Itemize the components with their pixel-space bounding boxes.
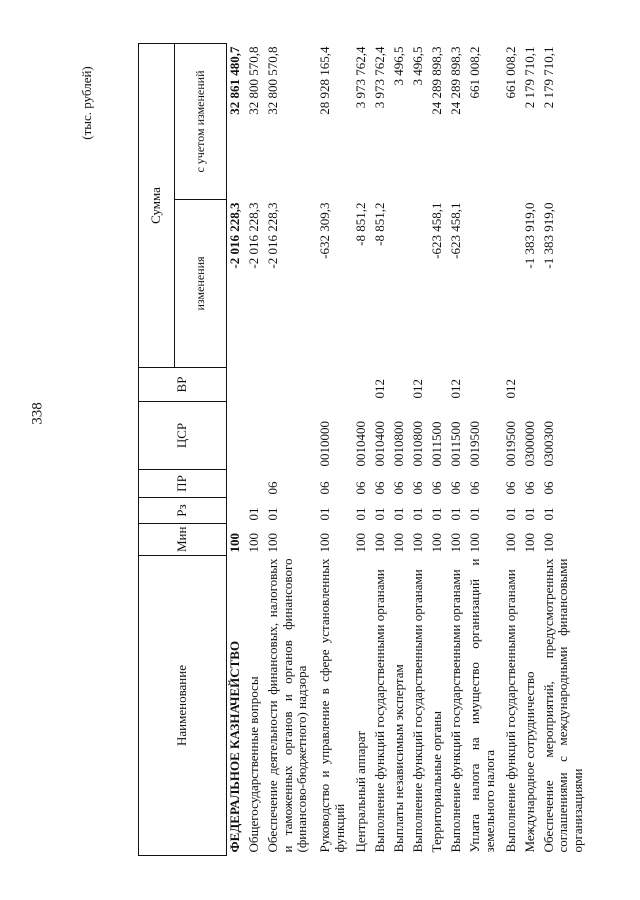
- cell-csr: [246, 402, 265, 470]
- cell-pr: 06: [521, 481, 537, 495]
- cell-csr: 0019500: [502, 421, 518, 467]
- cell-vr: [391, 368, 410, 402]
- cell-pr: [246, 470, 265, 498]
- cell-change: -2 016 228,3: [246, 202, 262, 269]
- cell-change: -1 383 919,0: [540, 202, 556, 269]
- cell-rz: 01: [502, 507, 518, 521]
- header-pr: ПР: [139, 470, 227, 498]
- table-row: [391, 44, 410, 856]
- table-row: [448, 44, 467, 856]
- cell-csr: 0300000: [521, 421, 537, 467]
- cell-change: -632 309,3: [317, 202, 333, 259]
- cell-name: Центральный аппарат: [353, 730, 369, 853]
- table-row: [227, 44, 247, 856]
- cell-rz: 01: [353, 507, 369, 521]
- table-row: [429, 44, 448, 856]
- cell-rz: [227, 498, 247, 524]
- cell-pr: 06: [540, 481, 556, 495]
- cell-pr: 06: [466, 481, 482, 495]
- cell-min: 100: [502, 533, 518, 553]
- cell-min: 100: [227, 533, 242, 553]
- cell-min: 100: [246, 533, 262, 553]
- cell-pr: 06: [353, 481, 369, 495]
- cell-total: 32 861 480,7: [227, 46, 242, 115]
- cell-name: Уплата налога на имущество организаций и земельного налога: [466, 558, 497, 853]
- header-with-change: с учетом изменений: [175, 44, 227, 200]
- cell-csr: 0010800: [410, 421, 426, 467]
- cell-name: Территориальные органы: [429, 711, 444, 853]
- table-row: [353, 44, 372, 856]
- cell-min: 100: [353, 533, 369, 553]
- cell-min: 100: [410, 533, 426, 553]
- cell-change: -8 851,2: [372, 202, 388, 246]
- cell-csr: 0300300: [540, 421, 556, 467]
- cell-rz: 01: [521, 507, 537, 521]
- cell-pr: 06: [391, 481, 407, 495]
- cell-name: Выплаты независимым экспертам: [391, 664, 407, 853]
- cell-rz: 01: [246, 507, 262, 521]
- cell-csr: [265, 402, 317, 470]
- cell-rz: 01: [265, 507, 281, 521]
- header-vr: ВР: [139, 368, 227, 402]
- header-csr: ЦСР: [139, 402, 227, 470]
- cell-change: [503, 200, 522, 368]
- cell-total: 28 928 165,4: [317, 46, 333, 115]
- cell-vr: [227, 368, 247, 402]
- rotated-budget-table: [138, 44, 593, 856]
- cell-rz: 01: [410, 507, 426, 521]
- cell-pr: 06: [447, 481, 463, 495]
- cell-pr: 06: [429, 481, 444, 495]
- cell-name: Обеспечение мероприятий, предусмотренных соглашениями с международными финансовыми организациями: [540, 558, 585, 853]
- table-row: [317, 44, 353, 856]
- units-label: (тыс. рублей): [78, 66, 94, 140]
- table-row: [265, 44, 317, 856]
- cell-vr: [429, 368, 448, 402]
- cell-min: 100: [265, 533, 281, 553]
- table-row: [503, 44, 522, 856]
- cell-rz: 01: [466, 507, 482, 521]
- cell-total: 32 800 570,8: [246, 46, 262, 115]
- cell-name: Обеспечение деятельности финансовых, налоговых и таможенных органов и органов финансового (финансово-бюджетного) надзора: [265, 558, 310, 853]
- cell-total: 3 496,5: [391, 46, 407, 86]
- cell-total: 661 008,2: [502, 46, 518, 99]
- cell-vr: [265, 368, 317, 402]
- header-min: Мин: [139, 524, 227, 556]
- cell-csr: [227, 402, 247, 470]
- cell-min: 100: [466, 533, 482, 553]
- table-row: [522, 44, 541, 856]
- cell-min: 100: [447, 533, 463, 553]
- table-row: [541, 44, 593, 856]
- cell-vr: 012: [372, 379, 388, 399]
- cell-name: Руководство и управление в сфере установленных функций: [317, 558, 347, 853]
- cell-total: 2 179 710,1: [521, 46, 537, 109]
- cell-min: 100: [521, 533, 537, 553]
- page-number: 338: [29, 402, 46, 425]
- cell-name: Выполнение функций государственными органами: [502, 569, 518, 853]
- cell-vr: 012: [502, 379, 518, 399]
- table-row: [467, 44, 503, 856]
- cell-rz: 01: [391, 507, 407, 521]
- cell-change: -2 016 228,3: [227, 202, 242, 269]
- header-rz: Рз: [139, 498, 227, 524]
- cell-vr: [317, 368, 353, 402]
- cell-name: Международное сотрудничество: [521, 671, 537, 853]
- cell-rz: 01: [372, 507, 388, 521]
- cell-min: 100: [391, 533, 407, 553]
- cell-vr: [467, 368, 503, 402]
- cell-total: 24 289 898,3: [429, 46, 444, 115]
- cell-total: 32 800 570,8: [265, 46, 281, 115]
- cell-csr: 0011500: [429, 421, 444, 467]
- cell-rz: 01: [447, 507, 463, 521]
- cell-change: -2 016 228,3: [265, 202, 281, 269]
- cell-name: Выполнение функций государственными органами: [447, 569, 463, 853]
- cell-min: 100: [540, 533, 556, 553]
- cell-csr: 0010000: [317, 421, 333, 467]
- table-row: [372, 44, 391, 856]
- cell-pr: 06: [502, 481, 518, 495]
- cell-csr: 0010800: [391, 421, 407, 467]
- budget-table: [138, 43, 593, 856]
- cell-total: 2 179 710,1: [540, 46, 556, 109]
- cell-change: -1 383 919,0: [521, 202, 537, 269]
- table-header: [139, 44, 227, 856]
- cell-pr: [227, 470, 247, 498]
- cell-total: 661 008,2: [466, 46, 482, 99]
- cell-rz: 01: [429, 507, 444, 521]
- cell-csr: 0010400: [353, 421, 369, 467]
- cell-total: 3 973 762,4: [372, 46, 388, 109]
- cell-rz: 01: [540, 507, 556, 521]
- cell-change: -623 458,1: [447, 202, 463, 259]
- cell-name: Выполнение функций государственными органами: [410, 569, 426, 853]
- cell-change: -623 458,1: [429, 202, 444, 259]
- cell-name: Общегосударственные вопросы: [246, 676, 262, 853]
- header-sum: Сумма: [139, 44, 175, 368]
- cell-vr: [541, 368, 593, 402]
- cell-rz: 01: [317, 507, 333, 521]
- table-row: [246, 44, 265, 856]
- cell-pr: 06: [265, 481, 281, 495]
- cell-change: [410, 200, 429, 368]
- cell-total: 24 289 898,3: [447, 46, 463, 115]
- header-name: Наименование: [139, 556, 227, 856]
- cell-vr: [522, 368, 541, 402]
- cell-vr: [353, 368, 372, 402]
- cell-pr: 06: [317, 481, 333, 495]
- cell-name: Выполнение функций государственными органами: [372, 569, 388, 853]
- cell-pr: 06: [410, 481, 426, 495]
- cell-change: [391, 200, 410, 368]
- cell-min: 100: [429, 533, 444, 553]
- cell-vr: 012: [410, 379, 426, 399]
- table-body: [227, 44, 594, 856]
- cell-change: [467, 200, 503, 368]
- cell-total: 3 973 762,4: [353, 46, 369, 109]
- cell-csr: 0011500: [447, 421, 463, 467]
- cell-vr: 012: [447, 379, 463, 399]
- cell-change: -8 851,2: [353, 202, 369, 246]
- table-row: [410, 44, 429, 856]
- cell-csr: 0010400: [372, 421, 388, 467]
- cell-vr: [246, 368, 265, 402]
- cell-csr: 0019500: [466, 421, 482, 467]
- cell-pr: 06: [372, 481, 388, 495]
- cell-min: 100: [317, 533, 333, 553]
- cell-name: ФЕДЕРАЛЬНОЕ КАЗНАЧЕЙСТВО: [227, 640, 242, 853]
- header-change: изменения: [175, 200, 227, 368]
- cell-min: 100: [372, 533, 388, 553]
- cell-total: 3 496,5: [410, 46, 426, 86]
